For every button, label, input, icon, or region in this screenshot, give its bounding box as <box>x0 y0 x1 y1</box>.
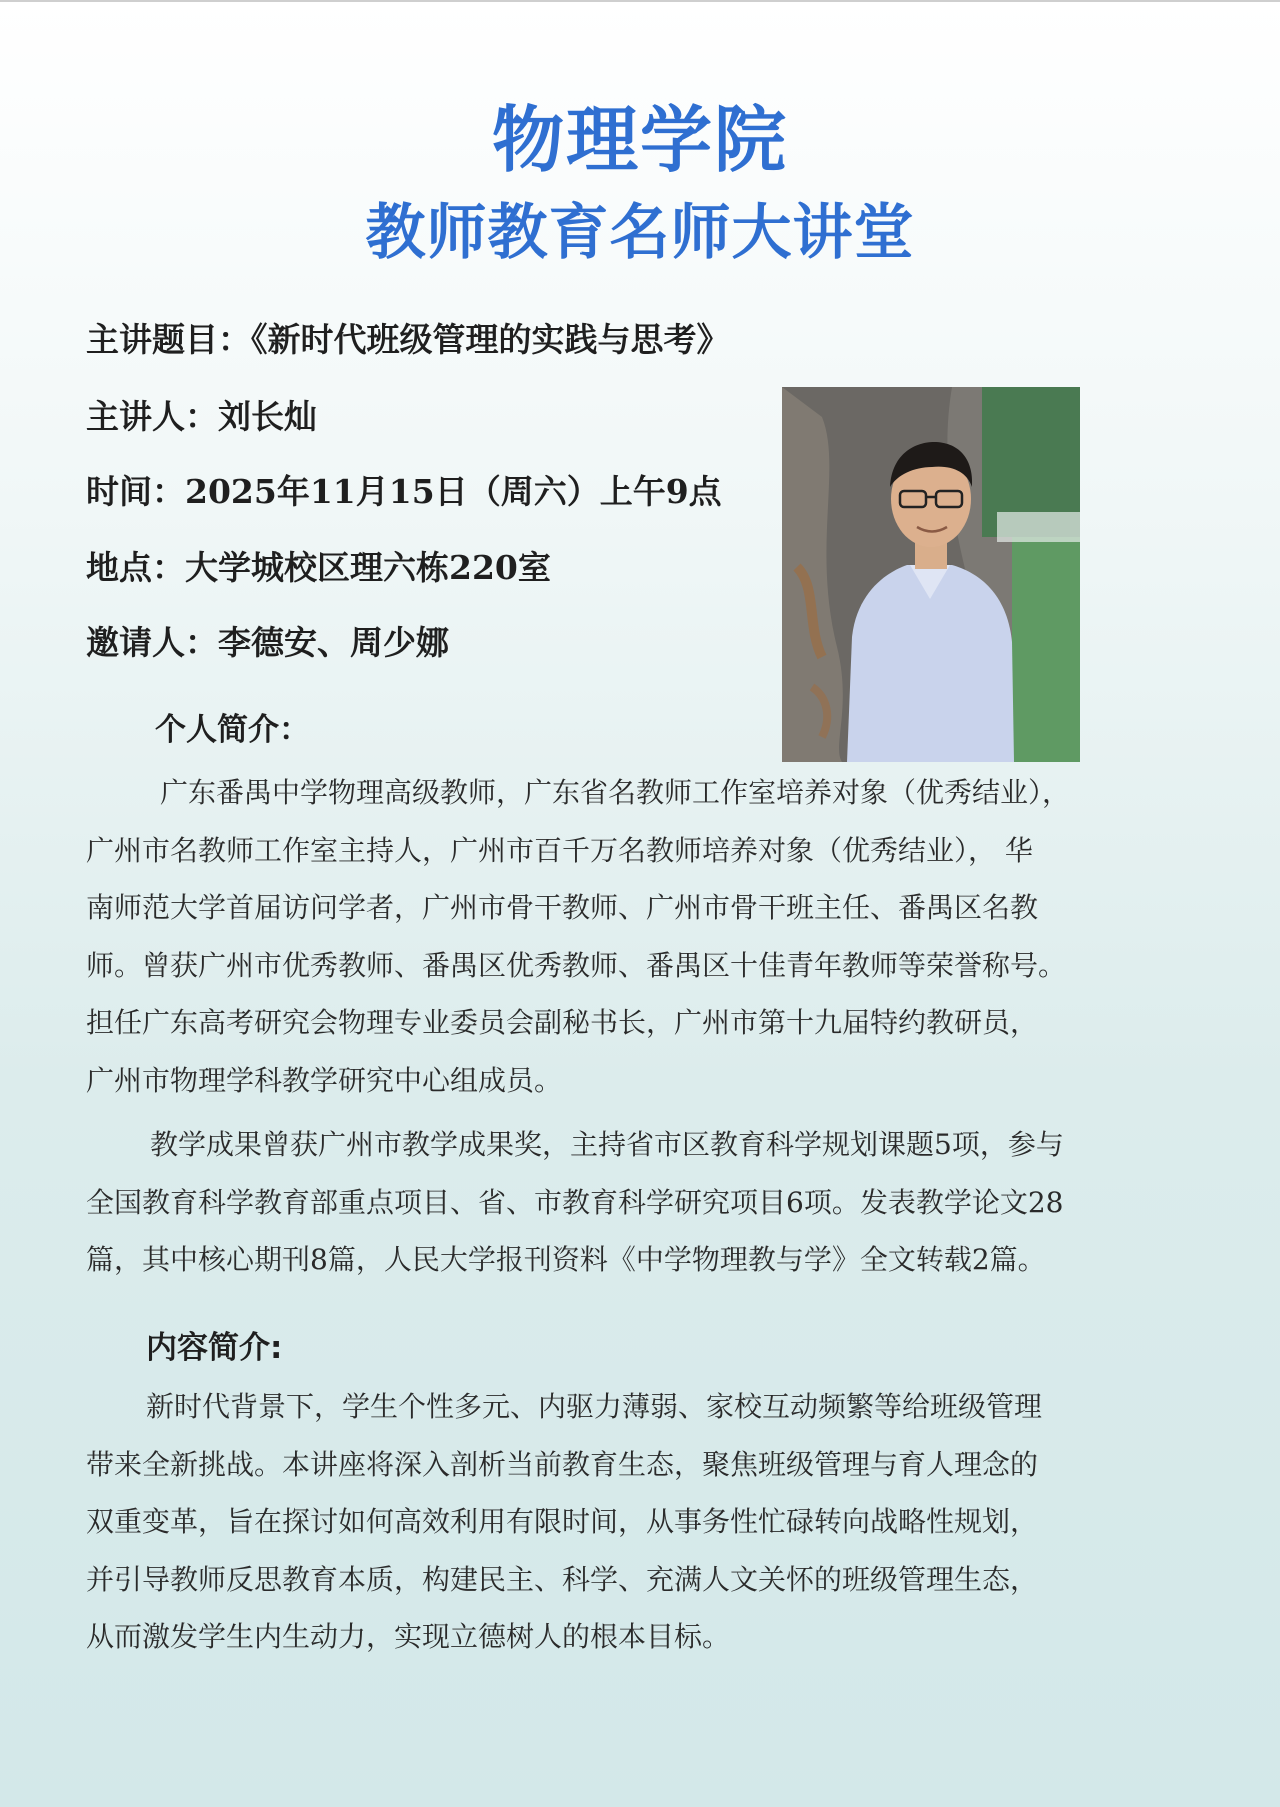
text-line: 新时代背景下，学生个性多元、内驱力薄弱、家校互动频繁等给班级管理 <box>146 1390 1043 1423</box>
text-line: 担任广东高考研究会物理专业委员会副秘书长，广州市第十九届特约教研员， <box>86 1006 1039 1039</box>
inviter-value: 李德安、周少娜 <box>218 623 449 662</box>
speaker-value: 刘长灿 <box>218 397 317 436</box>
time-value: 2025年11月15日（周六）上午9点 <box>185 472 722 511</box>
profile-paragraph-1 <box>86 764 1201 1109</box>
profile-heading: 个人简介： <box>155 712 310 748</box>
speaker-label: 主讲人： <box>86 397 218 436</box>
text-line: 广州市物理学科教学研究中心组成员。 <box>86 1063 563 1097</box>
text-line: 教学成果曾获广州市教学成果奖，主持省市区教育科学规划课题5项，参与 <box>150 1128 1064 1161</box>
text-line: 篇，其中核心期刊8篇，人民大学报刊资料《中学物理教与学》全文转载2篇。 <box>86 1243 1046 1276</box>
content-heading: 内容简介: <box>146 1330 283 1366</box>
text-line: 并引导教师反思教育本质，构建民主、科学、充满人文关怀的班级管理生态， <box>86 1562 1039 1596</box>
page-subtitle: 教师教育名师大讲堂 <box>365 198 915 268</box>
inviter-label: 邀请人： <box>86 623 218 662</box>
text-line: 广东番禺中学物理高级教师，广东省名教师工作室培养对象（优秀结业）， <box>160 776 1071 809</box>
profile-paragraph-2 <box>86 1116 1201 1289</box>
speaker-photo <box>782 387 1080 762</box>
text-line: 全国教育科学教育部重点项目、省、市教育科学研究项目6项。发表教学论文28 <box>86 1185 1064 1219</box>
content-paragraph <box>86 1378 1201 1666</box>
text-line: 双重变革，旨在探讨如何高效利用有限时间，从事务性忙碌转向战略性规划， <box>86 1505 1039 1538</box>
inviter-row <box>86 623 449 663</box>
text-line: 广州市名教师工作室主持人，广州市百千万名教师培养对象（优秀结业）， 华 <box>86 833 1033 867</box>
place-label: 地点： <box>86 548 185 587</box>
text-line: 师。曾获广州市优秀教师、番禺区优秀教师、番禺区十佳青年教师等荣誉称号。 <box>86 948 1067 982</box>
place-row <box>86 548 551 588</box>
time-label: 时间： <box>86 472 185 511</box>
topic-row <box>86 320 730 360</box>
page-title: 物理学院 <box>491 98 788 182</box>
text-line: 带来全新挑战。本讲座将深入剖析当前教育生态，聚焦班级管理与育人理念的 <box>86 1447 1039 1481</box>
text-line: 从而激发学生内生动力，实现立德树人的根本目标。 <box>86 1620 731 1653</box>
place-value: 大学城校区理六栋220室 <box>185 548 551 587</box>
topic-value: 《新时代班级管理的实践与思考》 <box>251 320 730 359</box>
topic-label: 主讲题目： <box>86 320 251 359</box>
speaker-row <box>86 397 317 437</box>
time-row <box>86 472 722 512</box>
text-line: 南师范大学首届访问学者，广州市骨干教师、广州市骨干班主任、番禺区名教 <box>86 891 1039 924</box>
